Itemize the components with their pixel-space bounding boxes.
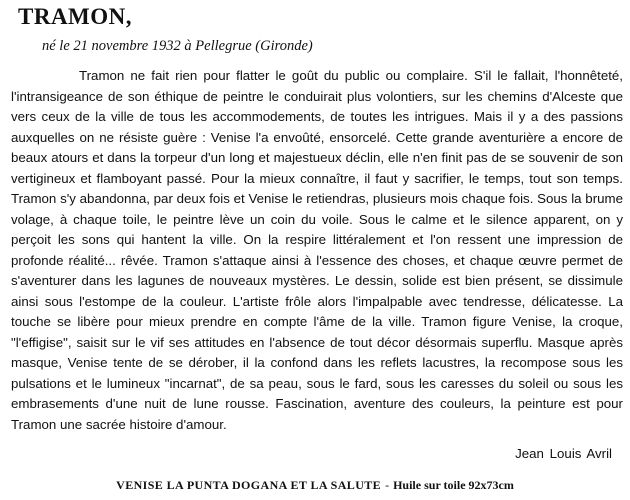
artist-birth-info: né le 21 novembre 1932 à Pellegrue (Gironde) bbox=[42, 38, 313, 54]
artwork-caption bbox=[0, 478, 630, 493]
artwork-medium: Huile sur toile 92x73cm bbox=[393, 478, 514, 492]
author-signature: Jean Louis Avril bbox=[515, 446, 612, 461]
caption-separator: - bbox=[385, 478, 390, 492]
body-paragraph: Tramon ne fait rien pour flatter le goût du public ou complaire. S'il le fallait, l'honnêteté, l'intransigeance de son éthique de peintre le conduirait plus volontiers, sur les chemins d'Alceste que vers ceux de la ville de tous les accommodements, de toutes les intrigues. Mais il y a des passions auxquelles on ne résiste guère : Venise l'a envoûté, ensorcelé. Cette grande aventurière a encore de beaux atours et dans la torpeur d'un long et majestueux déclin, elle n'en finit pas de se souvenir de son vertigineux et flamboyant passé. Pour la mieux connaître, il faut y sacrifier, le temps, tout son temps. Tramon s'y abandonna, par deux fois et Venise le retiendras, plusieurs mois chaque fois. Sous la brume volage, à chaque toile, le peintre lève un coin du voile. Sous le calme et le silence apparent, on y perçoit les sons qui hantent la ville. On la respire littéralement et l'on ressent une impression de profonde réalité... rêvée. Tramon s'attaque ainsi à l'essence des choses, et chaque œuvre permet de s'aventurer dans les lagunes de nouveaux mystères. Le dessin, solide est bien présent, se dissimule ainsi sous l'estompe de la couleur. L'artiste frôle alors l'impalpable avec tendresse, délicatesse. La touche se libère pour mieux prendre en compte l'âme de la ville. Tramon figure Venise, la croque, "l'effigise", saisit sur le vif ses attitudes en l'absence de tout décor désormais superflu. Masque après masque, Venise tente de se dérober, il la confond dans les reflets lacustres, la recompose sous les pulsations et le lumineux "incarnat", de sa peau, sous le fard, sous les caresses du soleil ou sous les embrasements d'une nuit de lune rousse. Fascination, aventure des couleurs, la peinture est pour Tramon une sacrée histoire d'amour. bbox=[11, 68, 623, 432]
page-title: TRAMON, bbox=[18, 4, 133, 29]
artwork-title: VENISE LA PUNTA DOGANA ET LA SALUTE bbox=[116, 478, 382, 492]
